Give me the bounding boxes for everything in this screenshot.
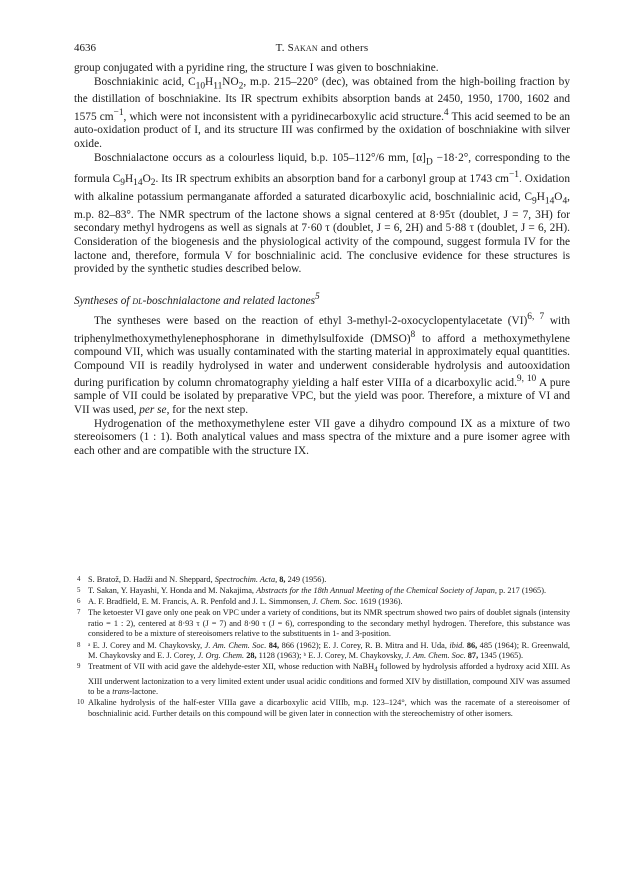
- section-heading: Syntheses of dl-boschnialactone and related lactones$^5$: [74, 291, 320, 307]
- paragraph-boschnialactone: Boschnialactone occurs as a colourless liquid, b.p. 105–112°/6 mm, $[\alpha]_D -18\cdot 2^\circ$, corresponding to the formula $C_9H_{14}O_2$. Its IR spectrum exhibits an absorption band for a carbonyl group at 1743 $cm^{-1}$. Oxidation with alkaline potassium permanganate afforded a saturated dicarboxylic acid, boschnialinic acid, $C_9H_{14}O_4$, m.p. 82–83°. The NMR spectrum of the lactone shows a signal centered at 8·95τ (doublet, J = 7, 3H) for secondary methyl hydrogens as well as signals at 7·60 τ (doublet, J = 6, 2H) and 5·88 τ (doublet, J = 6, 2H). Consideration of the biogenesis and the physiological activity of the compound, suggest formula IV for the lactone and, therefore, formula V for boschnialinic acid. The conclusive evidence for these structures is provided by the synthetic studies described below.: [74, 151, 570, 276]
- footnote-marker: 4: [77, 576, 81, 583]
- page-number: 4636: [74, 42, 96, 54]
- footnote-7: 7 The ketoester VI gave only one peak on VPC under a variety of conditions, but its NMR spectrum showed two pairs of doublet signals (intensity ratio = 1 : 2), centered at 8·93 τ (J = 7) and 8·90 τ (J = 6), corresponding to the secondary methyl hydrogen. Therefore, this substance was considered to be a mixture of stereoisomers relative to the substituents in 1- and 3-position.: [77, 608, 570, 639]
- footnotes: [74, 575, 570, 720]
- page-header: [74, 42, 570, 58]
- footnote-marker: 7: [77, 609, 81, 617]
- paragraph-boschniakinic-acid: Boschniakinic acid, $C_{10}H_{11}NO_2$, m.p. 215–220° (dec), was obtained from the high-boiling fraction by the distillation of boschniakine. Its IR spectrum exhibits absorption bands at 2450, 1950, 1700, 1602 and 1575 $cm^{-1}$, which were not inconsistent with a pyridinecarboxylic acid structure.$^4$ This acid seemed to be an auto-oxidation product of I, and its structure III was confirmed by the oxidation of boschniakine with silver oxide.: [74, 75, 570, 150]
- footnote-10: 10 Alkaline hydrolysis of the half-ester VIIIa gave a dicarboxylic acid VIIIb, m.p. 123–124°, which was the racemate of a stereoisomer of boschnialinic acid. Further details on this compound will be given later in connection with the stereochemistry of other isomers.: [77, 698, 570, 718]
- footnote-marker: 5: [77, 587, 81, 595]
- footnote-marker: 9: [77, 663, 81, 671]
- footnote-marker: 10: [77, 699, 84, 707]
- footnote-5: 5 T. Sakan, Y. Hayashi, Y. Honda and M. Nakajima, Abstracts for the 18th Annual Meeting of the Chemical Society of Japan, p. 217 (1965).: [77, 586, 547, 596]
- footnote-8: 8 ᵃ E. J. Corey and M. Chaykovsky, J. Am. Chem. Soc. 84, 866 (1962); E. J. Corey, R. B. Mitra and H. Uda, ibid. 86, 485 (1964); R. Greenwald, M. Chaykovsky and E. J. Corey, J. Org. Chem. 28, 1128 (1963); ᵇ E. J. Corey, M. Chaykovsky, J. Am. Chem. Soc. 87, 1345 (1965).: [77, 640, 570, 661]
- footnote-marker: 6: [77, 598, 81, 606]
- footnote-6: 6 A. F. Bradfield, E. M. Francis, A. R. Penfold and J. L. Simmonsen, J. Chem. Soc. 1619 (1936).: [77, 597, 403, 607]
- main-text: [74, 62, 570, 458]
- paragraph-syntheses: The syntheses were based on the reaction of ethyl 3-methyl-2-oxocyclopentylacetate (VI)$^{6, 7}$ with triphenylmethoxymethylenephosphorane in dimethylsulfoxide (DMSO)$^8$ to afford a methoxymethylene compound VII, which was usually contaminated with the starting material in approximately equal quantities. Compound VII is readily hydrolysed in water and underwent considerable hydrolysis and autooxidation during purification by column chromatography yielding a half ester VIIIa of a dicarboxylic acid.$^{9, 10}$ A pure sample of VII could be isolated by preparative VPC, but the yield was poor. Therefore, a mixture of VI and VII was used, per se, for the next step.: [74, 312, 571, 417]
- footnote-marker: 8: [77, 641, 81, 649]
- paragraph-continuation: group conjugated with a pyridine ring, the structure I was given to boschniakine.: [74, 62, 439, 74]
- running-head: T. Sakan and others: [275, 42, 369, 54]
- footnote-9: 9 Treatment of VII with acid gave the aldehyde-ester XII, whose reduction with NaBH$_4$ followed by hydrolysis afforded a hydroxy acid XIII. As XIII underwent lactonization to a very limited extent under usual acidic conditions and formed XIV by distillation, compound XIV was assumed to be a trans-lactone.: [77, 662, 570, 697]
- paragraph-hydrogenation: Hydrogenation of the methoxymethylene ester VII gave a dihydro compound IX as a mixture of two stereoisomers (1 : 1). Both analytical values and mass spectra of the mixture and a pure isomer agree with each other and are compatible with the structure IX.: [74, 417, 570, 457]
- footnote-4: 4 S. Bratož, D. Hadži and N. Sheppard, Spectrochim. Acta, 8, 249 (1956).: [77, 575, 327, 584]
